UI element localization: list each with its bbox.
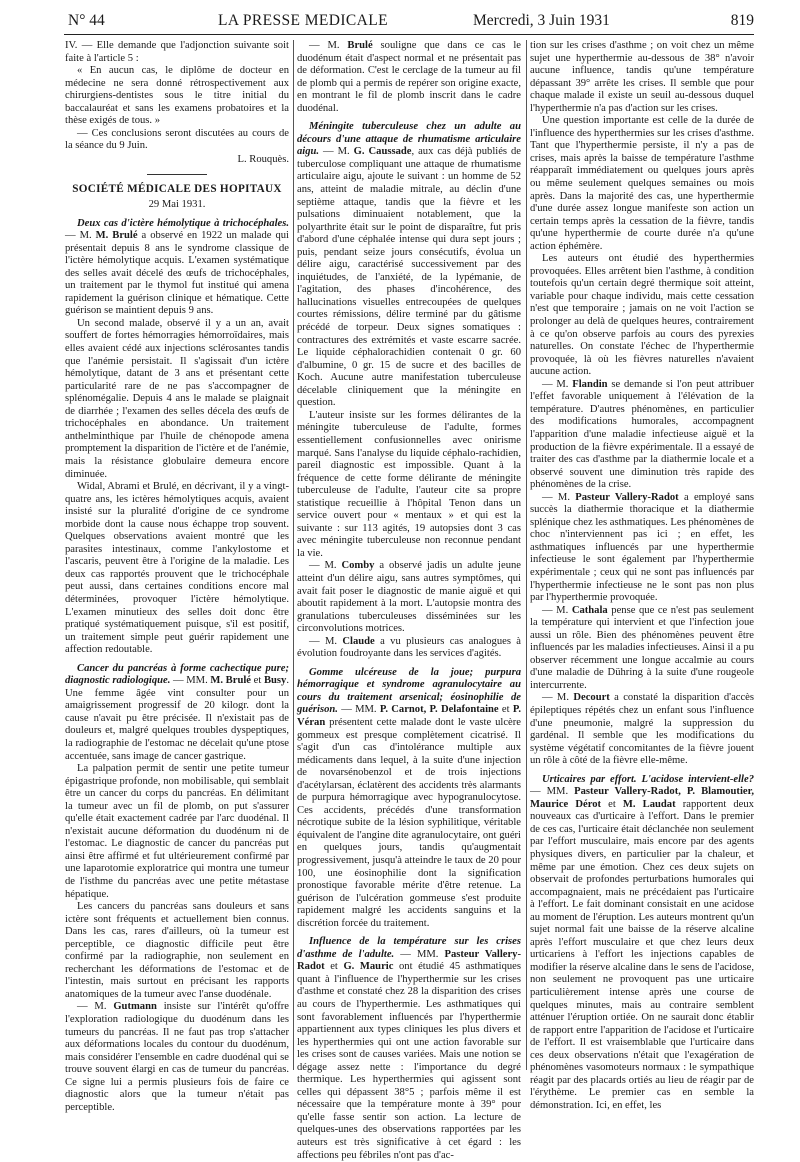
author-name: P. Carnot, P. Delafontaine bbox=[379, 704, 499, 716]
paragraph: — M. Decourt a constaté la disparition d'accès épileptiques répétés chez un enfant sous l'influence d'une pneumonie, malgré la suppression du gardénal. Il semble que les modifications du système végétatif concomitantes de la fièvre jouent un rôle à côté de la fièvre elle-même. bbox=[530, 692, 755, 767]
article-heading: Urticaires par effort. L'acidose intervient-elle? bbox=[542, 773, 754, 785]
author-name: G. Mauric bbox=[343, 961, 394, 973]
article-paragraph: Deux cas d'ictère hémolytique à trichocéphales. — M. M. Brulé a observé en 1922 un malade qui présentait depuis 8 ans le syndrome classique de l'ictère hémolytique acquis. L'examen systématique des selles avait décelé des œufs de trichocéphales, un traitement par le thymol fut institué qui amena rapidement la guérison clinique et hématique. Cette guérison se maintient depuis 9 ans. bbox=[65, 217, 289, 317]
article-heading: Méningite tuberculeuse chez un adulte au décours d'une attaque de rhumatisme articulaire aigu. bbox=[297, 121, 521, 158]
author-name: M. Brulé bbox=[95, 230, 138, 242]
author-name: Cathala bbox=[571, 604, 608, 616]
paragraph: La palpation permit de sentir une petite tumeur épigastrique profonde, non mobilisable, qui semblait être un cancer du corps du pancréas. En délimitant la tumeur avec un fil de plomb, on put s'assurer qu'elle était exactement cadrée par l'arc duodénal. Il n'existait aucune déformation du duodénum ni de l'estomac. Le diagnostic de cancer du pancréas put ainsi être affirmé et fut ultérieurement confirmé par une laparotomie exploratrice qui montra une tumeur de l'isthme du pancréas avec une petite métastase hépatique. bbox=[65, 763, 289, 900]
quote-paragraph: « En aucun cas, le diplôme de docteur en médecine ne sera donné rétrospectivement aux chirurgiens-dentistes sous le titre initial du baccalauréat et sans les examens probatoires et la thèse exigés de tous. » bbox=[65, 65, 289, 127]
article-heading: Influence de la température sur les crises d'asthme de l'adulte. bbox=[297, 936, 521, 960]
paragraph: — M. Comby a observé jadis un adulte jeune atteint d'un délire aigu, sans autres symptômes, qui avait fait poser le diagnostic de manie aiguë et qui aboutit rapidement à la mort. L'autopsie montra des granulations tuberculeuses disséminées sur les circonvolutions motrices. bbox=[297, 560, 521, 635]
article-heading: Cancer du pancréas à forme cachectique pure; diagnostic radiologique. bbox=[65, 662, 289, 687]
header-rule bbox=[64, 34, 754, 35]
author-name: Claude bbox=[342, 635, 375, 647]
journal-title: LA PRESSE MEDICALE bbox=[218, 12, 388, 29]
issue-number: N° 44 bbox=[68, 12, 105, 29]
article-paragraph: Influence de la température sur les crises d'asthme de l'adulte. — MM. Pasteur Vallery-Radot et G. Mauric ont étudié 45 asthmatiques quant à l'influence de l'hyperthermie sur les crises d'asthme et constaté chez 28 la disparition des crises au cours de l'hyperthermie. Les asthmatiques qui sont favorablement influencés par l'hyperthermie appartiennent aux types cliniques les plus divers et les hyperthermies qui ont une action favorable sur les crises sont de causes variées. Mais une notion se dégage assez nette : l'importance du degré thermique. Les hyperthermies qui agissent sont celles qui dépassent 38°5 ; parfois même il est nécessaire que la température monte à 39° pour qu'elle fasse sentir son action. La lecture de quelques-unes des observations rapportées par les auteurs est très significative à cet égard : les affections peu fébriles n'ont pas d'ac- bbox=[297, 936, 522, 1161]
author-name: M. Brulé bbox=[210, 675, 251, 687]
column-3 bbox=[530, 40, 755, 1111]
issue-date: Mercredi, 3 Juin 1931 bbox=[473, 12, 610, 29]
author-name: Flandin bbox=[572, 378, 608, 390]
column-rule bbox=[293, 40, 294, 1070]
paragraph: L'auteur insiste sur les formes délirantes de la méningite tuberculeuse de l'adulte, formes essentiellement confusionnelles avec onirisme marqué. Sans l'analyse du liquide céphalo-rachidien, pareil diagnostic est impossible. Quant à la fréquence de cette forme délirante de méningite tuberculeuse de l'adulte, l'auteur cite sa propre statistique recueillie à l'hôpital Tenon dans un service ouvert pour « mentaux » et qui est la suivante : sur 113 agités, 19 autopsies dont 3 cas avec méningite tuberculeuse non reconnue pendant la vie. bbox=[297, 409, 521, 559]
paragraph: IV. — Elle demande que l'adjonction suivante soit faite à l'article 5 : bbox=[65, 40, 289, 64]
author-name: Busy bbox=[263, 675, 287, 687]
article-paragraph: Urticaires par effort. L'acidose intervient-elle? — MM. Pasteur Vallery-Radot, P. Blamoutier, Maurice Dérot et M. Laudat rapportent deux nouveaux cas d'urticaire à l'effort. Dans le premier de ces cas, l'urticaire était déclanchée non seulement par l'effort musculaire, mais encore par des agents physiques divers, en particulier par la chaleur, et même par une émotion. Chez ces deux sujets on observait de profondes perturbations humorales qui accompagnaient, mais ne précédaient pas l'urticaire à l'effort. Le fait dominant consistait en une acidose au moment de l'éruption. Les auteurs montrent qu'un sujet normal fait une baisse de la réserve alcaline après l'effort musculaire et que chez leurs deux urticariens à l'effort les injections capables de modifier la réserve alcaline dans le sens de l'acidose, non seulement ne provoquent pas une urticaire particulièrement intense après une course de quelques minutes, mais au contraire semblent atténuer l'éruption ortiée. On ne saurait donc établir de rapport entre l'apparition de l'acidose et l'urticaire de l'effort. Il est vraisemblable que l'urticaire dans ces deux observations n'était que l'exagération de phénomènes vasomoteurs normaux : le sympathique réagit par des placards ortiés au lieu de réagir par de l'érythème. Le premier cas en semble la démonstration. Ici, en effet, les bbox=[530, 773, 754, 1111]
column-1 bbox=[65, 40, 289, 1113]
article-heading: Gomme ulcéreuse de la joue; purpura hémorragique et syndrome agranulocytaire au cours du traitement arsenical; éosinophilie de guérison. bbox=[297, 666, 521, 716]
paragraph: — M. Gutmann insiste sur l'intérêt qu'offre l'exploration radiologique du duodénum dans les tumeurs du pancréas. Il ne faut pas trop s'attacher aux déformations locales du contour du duodénum, mais considérer l'ensemble en cadre duodénal qui se trouve souvent élargi en cas de tumeur du pancréas. Ce signe lui a permis plusieurs fois de faire ce diagnostic alors que la tumeur n'était pas perceptible. bbox=[65, 1001, 289, 1113]
paragraph: Widal, Abrami et Brulé, en décrivant, il y a vingt-quatre ans, les ictères hémolytiques acquis, avaient insisté sur la pluralité d'origine de ce syndrome morbide dont la cause nous échappe trop souvent. Quelques observations avaient montré que les parasites intestinaux, comme l'ankylostome et l'ascaris, peuvent être à l'origine de la maladie. Les deux cas rapportés prouvent que le trichocéphale peut aussi, dans certaines conditions encore mal déterminées, provoquer l'ictère hémolytique. L'examen minutieux des selles doit donc être pratiqué systématiquement puisque, s'il est positif, un traitement simple peut guérir rapidement une affection redoutable. bbox=[65, 481, 289, 656]
column-rule bbox=[526, 40, 527, 1070]
author-name: Pasteur Vallery-Radot bbox=[575, 491, 679, 503]
paragraph: — M. Pasteur Vallery-Radot a employé sans succès la diathermie thoracique et la diathermie splénique chez les asthmatiques. Les phénomènes de choc n'interviennent pas ici ; en effet, les asthmatiques influencés par une hyperthermie infectieuse le sont également par l'hyperthermie expérimentale ; ceux qui ne sont pas influencés par l'hyperthermie infectieuse ne le sont pas non plus par l'hyperthermie provoquée. bbox=[530, 491, 755, 604]
paragraph: Une question importante est celle de la durée de l'influence des hyperthermies sur les crises d'asthme. Tant que l'hyperthermie persiste, il n'y a pas de crises, mais après la baisse de température l'asthme réapparaît immédiatement ou quelques jours après ou même seulement quelques semaines ou mois après. Dans la majorité des cas, une hyperthermie d'une durée assez longue manifeste son action un certain temps après la cessation de la fièvre, tandis qu'une hyperthermie de courte durée n'a qu'une action éphémère. bbox=[530, 115, 754, 252]
author-name: Gutmann bbox=[113, 1001, 157, 1013]
session-date: 29 Mai 1931. bbox=[148, 199, 206, 211]
paragraph: — M. Flandin se demande si l'on peut attribuer l'effet favorable uniquement à l'élévation de la température. D'autres phénomènes, en particulier des modifications humorales, accompagnent l'apparition d'une maladie infectieuse aiguë et la production de la fièvre expérimentale. Il a essayé de traiter des cas d'asthme par la diathermie locale et a observé souvent une diminution très rapide des phénomènes de la crise. bbox=[530, 378, 754, 491]
section-divider bbox=[147, 174, 207, 175]
page-header bbox=[68, 8, 754, 34]
section-title: SOCIÉTÉ MÉDICALE DES HOPITAUX bbox=[72, 183, 282, 196]
article-paragraph: Gomme ulcéreuse de la joue; purpura hémorragique et syndrome agranulocytaire au cours du traitement arsenical; éosinophilie de guérison. — MM. P. Carnot, P. Delafontaine et P. Véran présentent cette malade dont le vaste ulcère gommeux est presque complètement cicatrisé. Il s'agit d'un cas d'intolérance multiple aux médicaments dans lequel, à la suite d'une injection de novarsénobenzol et de trois injections d'acétylarsan, éclatèrent des accidents très alarmants de purpura hémorragique avec hypogranulocytose. Ces accidents, précédés d'une transformation nécrotique subite de la lésion syphilitique, véritable équivalent de l'angine dite agranulocytaire, ont guéri en quelques jours, tandis qu'augmentait progressivement, jusqu'à atteindre le taux de 20 pour 100, une éosinophilie dont la signification pronostique favorable mérite d'être retenue. La guérison de l'ulcération gommeuse s'est produite rapidement malgré les accidents sanguins et la discrétion forcée du traitement. bbox=[297, 666, 521, 929]
paragraph: Les auteurs ont étudié des hyperthermies provoquées. Elles arrêtent bien l'asthme, à condition toutefois qu'un certain degré thermique soit atteint, variable pour chaque individu, mais cette cessation n'est que temporaire ; jamais on ne voit l'action se prolonger au delà de quelques heures, contrairement à ce qu'on observe parfois au cours des pyrexies naturelles. On constate l'échec de l'hyperthermie provoquée, là où les fièvres naturelles n'avaient aucune action. bbox=[530, 253, 754, 378]
author-name: G. Caussade bbox=[353, 146, 412, 158]
column-2 bbox=[297, 40, 522, 1161]
author-name: Decourt bbox=[573, 692, 610, 704]
author-name: Brulé bbox=[347, 40, 373, 51]
author-name: Comby bbox=[341, 560, 375, 572]
paragraph: Les cancers du pancréas sans douleurs et sans ictère sont fréquents et actuellement bien connus. Dans les cas, rares d'ailleurs, où la tumeur est perceptible, ce diagnostic difficile peut être confirmé par la radiographie, non seulement en recherchant les déformations de l'estomac et de l'intestin, mais surtout en précisant les rapports anatomiques de la tumeur avec l'anse duodénale. bbox=[65, 901, 289, 1000]
author-name: Pasteur Vallery-Radot bbox=[297, 948, 522, 973]
article-heading: Deux cas d'ictère hémolytique à trichocéphales. bbox=[77, 217, 289, 229]
paragraph: — M. Cathala pense que ce n'est pas seulement la température qui intervient et que l'infection joue aussi un rôle. Bien des phénomènes peuvent être influencés par les maladies infectieuses. Ainsi il a pu observer récemment une longue accalmie au cours d'une maladie de Dühring à la suite d'une rougeole intercurrente. bbox=[530, 604, 754, 691]
paragraph: — M. Claude a vu plusieurs cas analogues à évolution foudroyante dans les services d'agités. bbox=[297, 635, 521, 660]
signature: L. Rouquès. bbox=[237, 153, 289, 165]
paragraph: tion sur les crises d'asthme ; on voit chez un même sujet une hyperthermie au-dessous de 38° n'avoir aucune influence, tandis qu'une température dépassant 39° arrête les crises. Il semble que pour chaque malade il existe un seuil au-dessous duquel l'hyperthermie n'a pas d'action sur les crises. bbox=[530, 40, 754, 114]
page-number: 819 bbox=[730, 12, 754, 29]
author-name: P. Véran bbox=[297, 704, 521, 728]
author-name: Pasteur Vallery-Radot, P. Blamoutier, Maurice Dérot bbox=[530, 786, 754, 810]
paragraph: — Ces conclusions seront discutées au cours de la séance du 9 Juin. bbox=[65, 127, 289, 152]
author-name: M. Laudat bbox=[622, 798, 676, 810]
paragraph: Un second malade, observé il y a un an, avait souffert de fortes hémorragies hémorroïdaires, mais elles avaient cédé aux injections sclérosantes tandis que l'anémie persistait. Il s'agissait d'un ictère hémolytique, datant de 3 ans et présentant cette particularité rare de ne pas s'accompagner de splénomégalie. Depuis 4 ans le malade se plaignait de diarrhée ; l'examen des selles décela des œufs de trichocéphales en abondance. Un traitement anthelminthique par l'huile de chénopode amena promptement la disparition de l'ictère et de l'anémie, mais la résistance globulaire demeura encore diminuée. bbox=[65, 317, 289, 480]
paragraph: — M. Brulé souligne que dans ce cas le duodénum était d'aspect normal et ne présentait pas de déformation. C'est le cerclage de la tumeur au fil de plomb qui a permis de repérer son origine exacte, en montrant le fil de plomb inscrit dans le cadre duodénal. bbox=[297, 40, 521, 114]
article-paragraph: Méningite tuberculeuse chez un adulte au décours d'une attaque de rhumatisme articulaire aigu. — M. G. Caussade, aux cas déjà publiés de tuberculose compliquant une attaque de rhumatisme articulaire aigu, ajoute le suivant : un homme de 52 ans, atteint de maladie mitrale, au déclin d'une septième attaque, tandis que la fièvre et les pulsations diminuaient notablement, que la polyarthrite était sur le point de disparaître, fut pris d'abord d'une céphalée intense qui dura sept jours ; puis, pendant seize jours consécutifs, évolua un délire aigu, caractérisé successivement par des inquiétudes, de l'anxiété, de la lypémanie, de l'agitation, des phases d'incohérence, des hallucinations visuelles entrecoupées de quelques courtes rémissions, délire terminé par du gâtisme précédé de torpeur. Deux signes somatiques : contractures des extrémités et vaste escarre sacrée. Le liquide céphalorachidien contenait 0 gr. 60 d'albumine, 0 gr. 15 de sucre et des bacilles de Koch. Aucune autre manifestation tuberculeuse décelable cliniquement que la méningite en question. bbox=[297, 121, 521, 409]
article-paragraph: Cancer du pancréas à forme cachectique pure; diagnostic radiologique. — MM. M. Brulé et Busy. Une femme âgée vint consulter pour un amaigrissement progressif de 20 kilogr. dont la cause n'avait pu être précisée. Il n'existait pas de douleurs et, malgré quelques troubles dyspeptiques, la radiographie de l'estomac ne décelait qu'une ptose accentuée, sans image de cancer gastrique. bbox=[65, 662, 289, 762]
